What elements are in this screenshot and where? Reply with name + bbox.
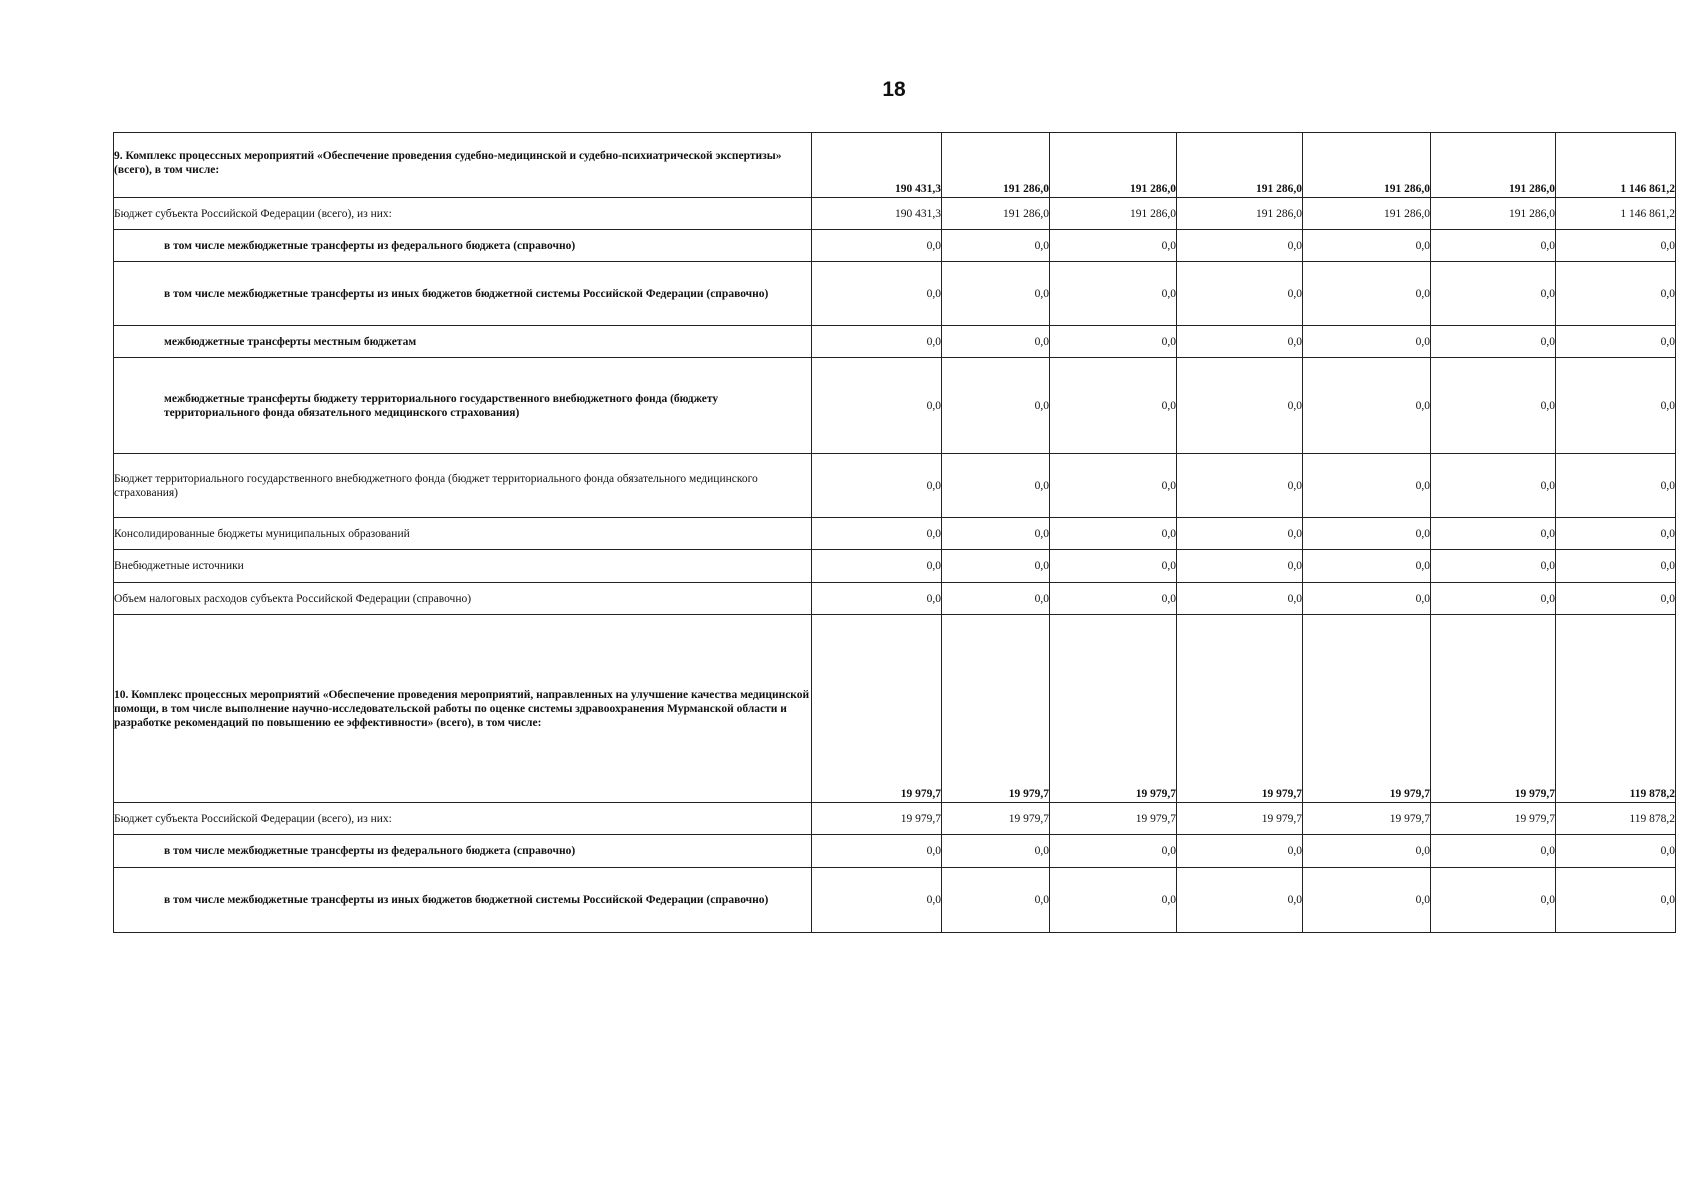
value-cell: 0,0 <box>812 835 942 868</box>
row-label: 9. Комплекс процессных мероприятий «Обеспечение проведения судебно-медицинской и судебно-психиатрической экспертизы» (всего), в том числе: <box>114 133 812 198</box>
value-cell: 0,0 <box>1303 230 1431 262</box>
value-cell: 0,0 <box>1303 868 1431 933</box>
value-cell: 0,0 <box>1431 583 1556 615</box>
value-cell: 0,0 <box>1431 835 1556 868</box>
table-row <box>114 835 1676 868</box>
table-row <box>114 583 1676 615</box>
value-cell: 0,0 <box>1177 868 1303 933</box>
value-cell: 0,0 <box>812 454 942 518</box>
row-label: Объем налоговых расходов субъекта Российской Федерации (справочно) <box>114 583 812 615</box>
value-cell-total: 0,0 <box>1556 550 1676 583</box>
value-cell: 0,0 <box>1177 583 1303 615</box>
value-cell: 191 286,0 <box>1050 198 1177 230</box>
value-cell: 190 431,3 <box>812 198 942 230</box>
value-cell: 0,0 <box>1177 326 1303 358</box>
table-row <box>114 358 1676 454</box>
table-row-complex-10 <box>114 615 1676 803</box>
value-cell: 0,0 <box>812 262 942 326</box>
value-cell: 0,0 <box>812 518 942 550</box>
value-cell: 0,0 <box>1050 262 1177 326</box>
value-cell: 191 286,0 <box>1177 133 1303 198</box>
value-cell: 19 979,7 <box>1050 803 1177 835</box>
value-cell-total: 1 146 861,2 <box>1556 133 1676 198</box>
value-cell: 19 979,7 <box>942 615 1050 803</box>
value-cell: 0,0 <box>1177 358 1303 454</box>
value-cell-total: 0,0 <box>1556 583 1676 615</box>
value-cell: 191 286,0 <box>1050 133 1177 198</box>
value-cell-total: 0,0 <box>1556 868 1676 933</box>
value-cell: 0,0 <box>1050 835 1177 868</box>
row-label: в том числе межбюджетные трансферты из иных бюджетов бюджетной системы Российской Федерации (справочно) <box>114 868 812 933</box>
value-cell: 19 979,7 <box>942 803 1050 835</box>
value-cell: 0,0 <box>1050 868 1177 933</box>
value-cell: 19 979,7 <box>1431 615 1556 803</box>
value-cell: 0,0 <box>1303 835 1431 868</box>
value-cell: 0,0 <box>1431 550 1556 583</box>
table-row <box>114 230 1676 262</box>
value-cell: 0,0 <box>1303 454 1431 518</box>
value-cell-total: 0,0 <box>1556 262 1676 326</box>
value-cell: 191 286,0 <box>1431 133 1556 198</box>
value-cell: 0,0 <box>812 358 942 454</box>
table-row <box>114 803 1676 835</box>
row-label: Бюджет субъекта Российской Федерации (всего), из них: <box>114 803 812 835</box>
value-cell: 0,0 <box>812 550 942 583</box>
value-cell: 0,0 <box>942 262 1050 326</box>
value-cell: 0,0 <box>942 583 1050 615</box>
value-cell: 19 979,7 <box>812 803 942 835</box>
row-label: 10. Комплекс процессных мероприятий «Обеспечение проведения мероприятий, направленных на улучшение качества медицинской помощи, в том числе выполнение научно-исследовательской работы по оценке системы здравоохранения Мурманской области и разработке рекомендаций по повышению ее эффективности» (всего), в том числе: <box>114 615 812 803</box>
value-cell: 0,0 <box>1303 326 1431 358</box>
value-cell: 19 979,7 <box>1303 803 1431 835</box>
value-cell-total: 0,0 <box>1556 454 1676 518</box>
value-cell: 0,0 <box>942 868 1050 933</box>
value-cell: 0,0 <box>1431 326 1556 358</box>
table-row <box>114 262 1676 326</box>
value-cell: 0,0 <box>1050 583 1177 615</box>
value-cell: 19 979,7 <box>1431 803 1556 835</box>
table-row <box>114 550 1676 583</box>
table-row-complex-9 <box>114 133 1676 198</box>
page-number: 18 <box>882 78 906 101</box>
value-cell: 0,0 <box>1303 262 1431 326</box>
value-cell: 0,0 <box>1050 454 1177 518</box>
value-cell: 0,0 <box>1431 518 1556 550</box>
value-cell-total: 0,0 <box>1556 230 1676 262</box>
value-cell: 0,0 <box>1431 230 1556 262</box>
value-cell: 0,0 <box>942 518 1050 550</box>
row-label: в том числе межбюджетные трансферты из иных бюджетов бюджетной системы Российской Федерации (справочно) <box>114 262 812 326</box>
value-cell: 0,0 <box>942 454 1050 518</box>
value-cell: 19 979,7 <box>1177 615 1303 803</box>
value-cell-total: 119 878,2 <box>1556 803 1676 835</box>
row-label: Консолидированные бюджеты муниципальных образований <box>114 518 812 550</box>
value-cell: 0,0 <box>1050 550 1177 583</box>
value-cell-total: 0,0 <box>1556 358 1676 454</box>
value-cell: 0,0 <box>1431 454 1556 518</box>
value-cell: 0,0 <box>1177 262 1303 326</box>
value-cell: 19 979,7 <box>812 615 942 803</box>
value-cell: 0,0 <box>1303 358 1431 454</box>
value-cell-total: 1 146 861,2 <box>1556 198 1676 230</box>
value-cell: 0,0 <box>942 230 1050 262</box>
value-cell: 0,0 <box>1177 835 1303 868</box>
value-cell: 0,0 <box>1177 454 1303 518</box>
value-cell: 0,0 <box>1303 583 1431 615</box>
value-cell: 0,0 <box>1177 230 1303 262</box>
row-label: в том числе межбюджетные трансферты из федерального бюджета (справочно) <box>114 230 812 262</box>
row-label: Бюджет субъекта Российской Федерации (всего), из них: <box>114 198 812 230</box>
value-cell: 0,0 <box>1431 262 1556 326</box>
value-cell: 0,0 <box>1050 358 1177 454</box>
value-cell: 190 431,3 <box>812 133 942 198</box>
value-cell: 191 286,0 <box>942 133 1050 198</box>
row-label: Внебюджетные источники <box>114 550 812 583</box>
value-cell: 0,0 <box>1303 518 1431 550</box>
table-row <box>114 454 1676 518</box>
row-label: Бюджет территориального государственного внебюджетного фонда (бюджет территориального фонда обязательного медицинского страхования) <box>114 454 812 518</box>
value-cell: 19 979,7 <box>1177 803 1303 835</box>
value-cell-total: 119 878,2 <box>1556 615 1676 803</box>
value-cell: 0,0 <box>1050 518 1177 550</box>
value-cell: 19 979,7 <box>1050 615 1177 803</box>
table-row <box>114 326 1676 358</box>
value-cell: 0,0 <box>942 835 1050 868</box>
value-cell: 0,0 <box>942 550 1050 583</box>
value-cell: 0,0 <box>1050 326 1177 358</box>
value-cell: 0,0 <box>812 583 942 615</box>
value-cell: 0,0 <box>812 326 942 358</box>
value-cell-total: 0,0 <box>1556 518 1676 550</box>
table-row <box>114 868 1676 933</box>
row-label: межбюджетные трансферты бюджету территориального государственного внебюджетного фонда (бюджету территориального фонда обязательного медицинского страхования) <box>114 358 812 454</box>
value-cell: 0,0 <box>1431 358 1556 454</box>
value-cell: 191 286,0 <box>942 198 1050 230</box>
value-cell: 0,0 <box>1177 518 1303 550</box>
value-cell-total: 0,0 <box>1556 326 1676 358</box>
budget-table <box>113 132 1676 933</box>
value-cell: 0,0 <box>812 230 942 262</box>
table-row <box>114 518 1676 550</box>
row-label: межбюджетные трансферты местным бюджетам <box>114 326 812 358</box>
row-label: в том числе межбюджетные трансферты из федерального бюджета (справочно) <box>114 835 812 868</box>
value-cell: 0,0 <box>1050 230 1177 262</box>
value-cell: 191 286,0 <box>1177 198 1303 230</box>
value-cell: 0,0 <box>942 358 1050 454</box>
value-cell: 0,0 <box>1303 550 1431 583</box>
value-cell: 0,0 <box>812 868 942 933</box>
value-cell: 19 979,7 <box>1303 615 1431 803</box>
table-row <box>114 198 1676 230</box>
value-cell: 191 286,0 <box>1303 198 1431 230</box>
value-cell-total: 0,0 <box>1556 835 1676 868</box>
value-cell: 0,0 <box>942 326 1050 358</box>
value-cell: 0,0 <box>1431 868 1556 933</box>
value-cell: 0,0 <box>1177 550 1303 583</box>
value-cell: 191 286,0 <box>1431 198 1556 230</box>
value-cell: 191 286,0 <box>1303 133 1431 198</box>
